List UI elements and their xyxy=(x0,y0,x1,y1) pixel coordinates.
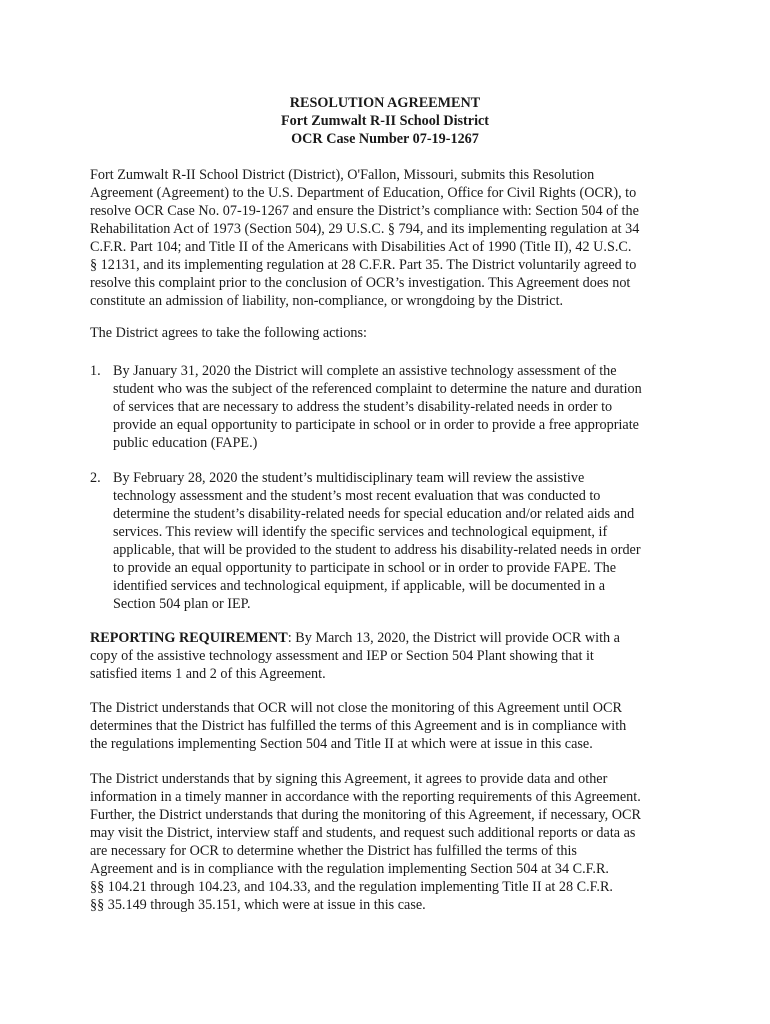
agreement-title: RESOLUTION AGREEMENT xyxy=(289,95,481,111)
reporting-label: REPORTING REQUIREMENT xyxy=(90,630,288,646)
reporting-first-line xyxy=(90,629,690,647)
document-heading xyxy=(0,94,770,148)
intro-line: § 12131, and its implementing regulation at 28 C.F.R. Part 35. The District voluntarily agreed to xyxy=(90,257,637,273)
signing-line: are necessary for OCR to determine whether the District has fulfilled the terms of this xyxy=(90,843,577,859)
monitoring-line: the regulations implementing Section 504 and Title II at which were at issue in this case. xyxy=(90,736,593,752)
signing-paragraph xyxy=(90,770,690,914)
item-number: 2. xyxy=(90,470,101,486)
signing-line: Further, the District understands that during the monitoring of this Agreement, if necessary, OCR xyxy=(90,807,641,823)
item-body xyxy=(113,362,693,452)
item-line: services. This review will identify the specific services and technological equipment, if xyxy=(113,524,608,540)
intro-paragraph xyxy=(90,166,690,310)
signing-line: Agreement and is in compliance with the regulation implementing Section 504 at 34 C.F.R. xyxy=(90,861,609,877)
intro-line: Fort Zumwalt R-II School District (District), O'Fallon, Missouri, submits this Resolution xyxy=(90,167,595,183)
signing-line: information in a timely manner in accordance with the reporting requirements of this Agreement. xyxy=(90,789,641,805)
reporting-first-line-rest: : By March 13, 2020, the District will provide OCR with a xyxy=(287,630,620,646)
item-line: technology assessment and the student’s most recent evaluation that was conducted to xyxy=(113,488,601,504)
reporting-requirement xyxy=(90,629,690,683)
reporting-line: satisfied items 1 and 2 of this Agreement. xyxy=(90,666,326,682)
signing-line: §§ 104.21 through 104.23, and 104.33, and the regulation implementing Title II at 28 C.F.R. xyxy=(90,879,613,895)
case-number: OCR Case Number 07-19-1267 xyxy=(291,131,479,147)
actions-intro xyxy=(90,324,690,342)
item-body xyxy=(113,469,693,613)
item-line: By February 28, 2020 the student’s multidisciplinary team will review the assistive xyxy=(113,470,585,486)
intro-line: Agreement (Agreement) to the U.S. Department of Education, Office for Civil Rights (OCR), to xyxy=(90,185,637,201)
signing-line: §§ 35.149 through 35.151, which were at issue in this case. xyxy=(90,897,426,913)
intro-line: Rehabilitation Act of 1973 (Section 504), 29 U.S.C. § 794, and its implementing regulation at 34 xyxy=(90,221,640,237)
item-line: determine the student’s disability-related needs for special education and/or related aids and xyxy=(113,506,635,522)
actions-intro-text: The District agrees to take the following actions: xyxy=(90,325,367,341)
item-line: student who was the subject of the referenced complaint to determine the nature and duration xyxy=(113,381,642,397)
monitoring-paragraph xyxy=(90,699,690,753)
monitoring-line: The District understands that OCR will not close the monitoring of this Agreement until OCR xyxy=(90,700,622,716)
item-line: identified services and technological equipment, if applicable, will be documented in a xyxy=(113,578,606,594)
monitoring-line: determines that the District has fulfilled the terms of this Agreement and is in compliance with xyxy=(90,718,627,734)
intro-line: resolve this complaint prior to the conclusion of OCR’s investigation. This Agreement does not xyxy=(90,275,631,291)
item-line: provide an equal opportunity to participate in school or in order to provide a free appropriate xyxy=(113,417,639,433)
item-line: Section 504 plan or IEP. xyxy=(113,596,251,612)
signing-line: may visit the District, interview staff and students, and request such additional reports or data as xyxy=(90,825,636,841)
item-line: of services that are necessary to address the student’s disability-related needs in order to xyxy=(113,399,613,415)
signing-line: The District understands that by signing this Agreement, it agrees to provide data and other xyxy=(90,771,608,787)
item-line: to provide an equal opportunity to participate in school or in order to provide FAPE. The xyxy=(113,560,617,576)
intro-line: C.F.R. Part 104; and Title II of the Americans with Disabilities Act of 1990 (Title II), 42 U.S.C. xyxy=(90,239,632,255)
item-line: applicable, that will be provided to the student to address his disability-related needs in order xyxy=(113,542,641,558)
item-number: 1. xyxy=(90,363,101,379)
reporting-line: copy of the assistive technology assessment and IEP or Section 504 Plant showing that it xyxy=(90,648,594,664)
item-line: public education (FAPE.) xyxy=(113,435,258,451)
intro-line: constitute an admission of liability, non-compliance, or wrongdoing by the District. xyxy=(90,293,564,309)
intro-line: resolve OCR Case No. 07-19-1267 and ensure the District’s compliance with: Section 504 of the xyxy=(90,203,639,219)
item-line: By January 31, 2020 the District will complete an assistive technology assessment of the xyxy=(113,363,617,379)
district-name: Fort Zumwalt R-II School District xyxy=(280,113,490,129)
